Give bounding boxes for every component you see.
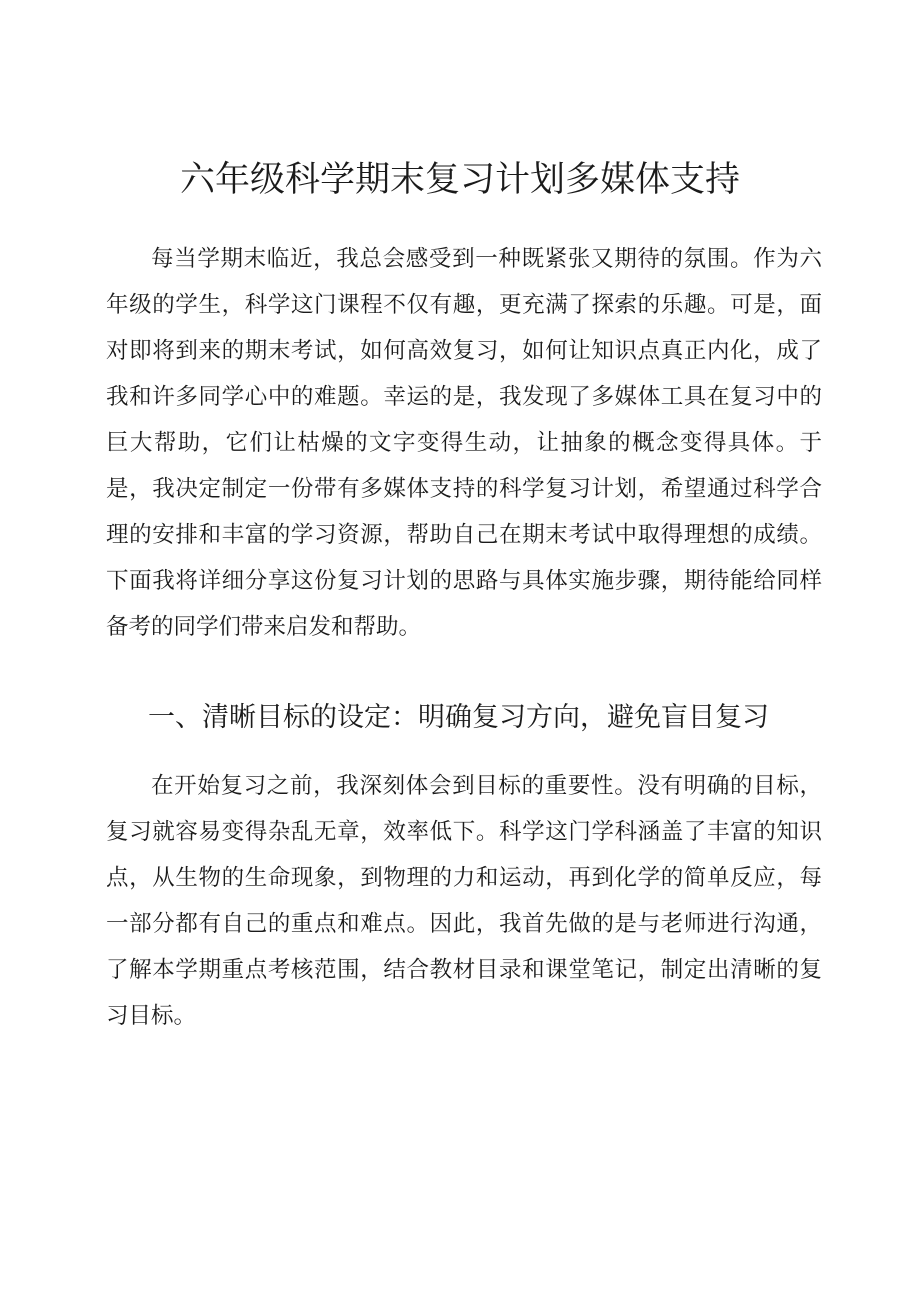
intro-paragraph: 每当学期末临近，我总会感受到一种既紧张又期待的氛围。作为六年级的学生，科学这门课程不仅有趣，更充满了探索的乐趣。可是，面对即将到来的期末考试，如何高效复习，如何让知识点真正内化，成了我和许多同学心中的难题。幸运的是，我发现了多媒体工具在复习中的巨大帮助，它们让枯燥的文字变得生动，让抽象的概念变得具体。于是，我决定制定一份带有多媒体支持的科学复习计划，希望通过科学合理的安排和丰富的学习资源，帮助自己在期末考试中取得理想的成绩。下面我将详细分享这份复习计划的思路与具体实施步骤，期待能给同样备考的同学们带来启发和帮助。 — [106, 246, 822, 640]
section-paragraph-1: 在开始复习之前，我深刻体会到目标的重要性。没有明确的目标，复习就容易变得杂乱无章，效率低下。科学这门学科涵盖了丰富的知识点，从生物的生命现象，到物理的力和运动，再到化学的简单反应，每一部分都有自己的重点和难点。因此，我首先做的是与老师进行沟通，了解本学期重点考核范围，结合教材目录和课堂笔记，制定出清晰的复习目标。 — [106, 773, 822, 1029]
section-heading-1: 一、清晰目标的设定：明确复习方向，避免盲目复习 — [148, 702, 769, 733]
document-title: 六年级科学期末复习计划多媒体支持 — [179, 160, 740, 200]
